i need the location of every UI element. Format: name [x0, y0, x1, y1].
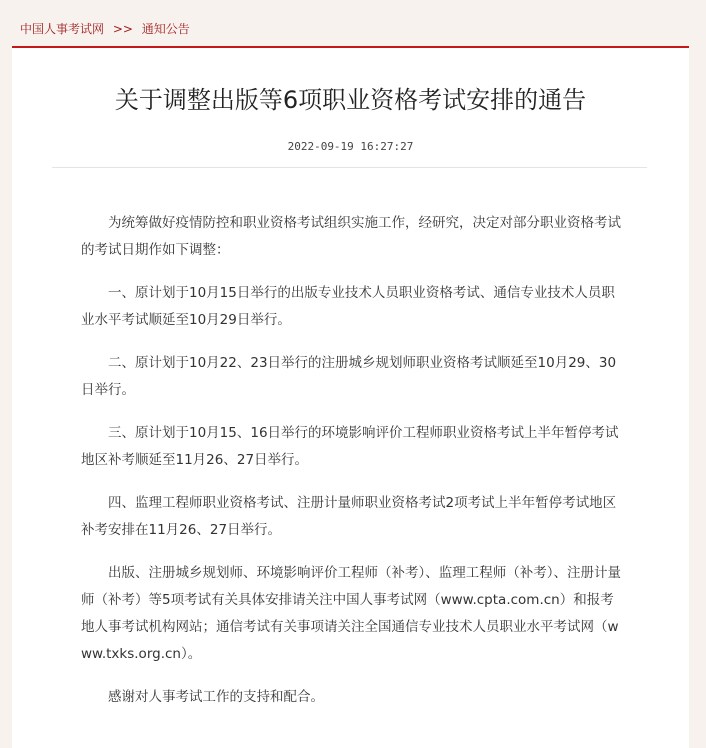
article-title: 关于调整出版等6项职业资格考试安排的通告: [114, 86, 587, 114]
breadcrumb: [20, 20, 190, 40]
publish-date: 2022-09-19 16:27:27: [287, 140, 414, 153]
paragraph-intro: 为统筹做好疫情防控和职业资格考试组织实施工作，经研究，决定对部分职业资格考试的考试日期作如下调整：: [81, 215, 621, 258]
breadcrumb-separator: >>: [112, 22, 133, 36]
title-divider: [52, 167, 647, 168]
paragraph-notice: 出版、注册城乡规划师、环境影响评价工程师（补考）、监理工程师（补考）、注册计量师（补考）等5项考试有关具体安排请关注中国人事考试网（www.cpta.com.cn）和报考地人事考试机构网站；通信考试有关事项请关注全国通信专业技术人员职业水平考试网（www.txks.org.cn）。: [81, 565, 621, 662]
paragraph-item-4: 四、监理工程师职业资格考试、注册计量师职业资格考试2项考试上半年暂停考试地区补考安排在11月26、27日举行。: [81, 495, 617, 538]
paragraph-item-2: 二、原计划于10月22、23日举行的注册城乡规划师职业资格考试顺延至10月29、30日举行。: [81, 355, 617, 398]
breadcrumb-section-link[interactable]: 通知公告: [141, 22, 190, 36]
paragraph-item-1: 一、原计划于10月15日举行的出版专业技术人员职业资格考试、通信专业技术人员职业水平考试顺延至10月29日举行。: [81, 285, 615, 328]
paragraph-item-3: 三、原计划于10月15、16日举行的环境影响评价工程师职业资格考试上半年暂停考试地区补考顺延至11月26、27日举行。: [81, 425, 619, 468]
breadcrumb-home-link[interactable]: 中国人事考试网: [20, 22, 105, 36]
article-body: [81, 210, 627, 727]
paragraph-thanks: 感谢对人事考试工作的支持和配合。: [108, 689, 324, 705]
article-container: [12, 48, 689, 748]
